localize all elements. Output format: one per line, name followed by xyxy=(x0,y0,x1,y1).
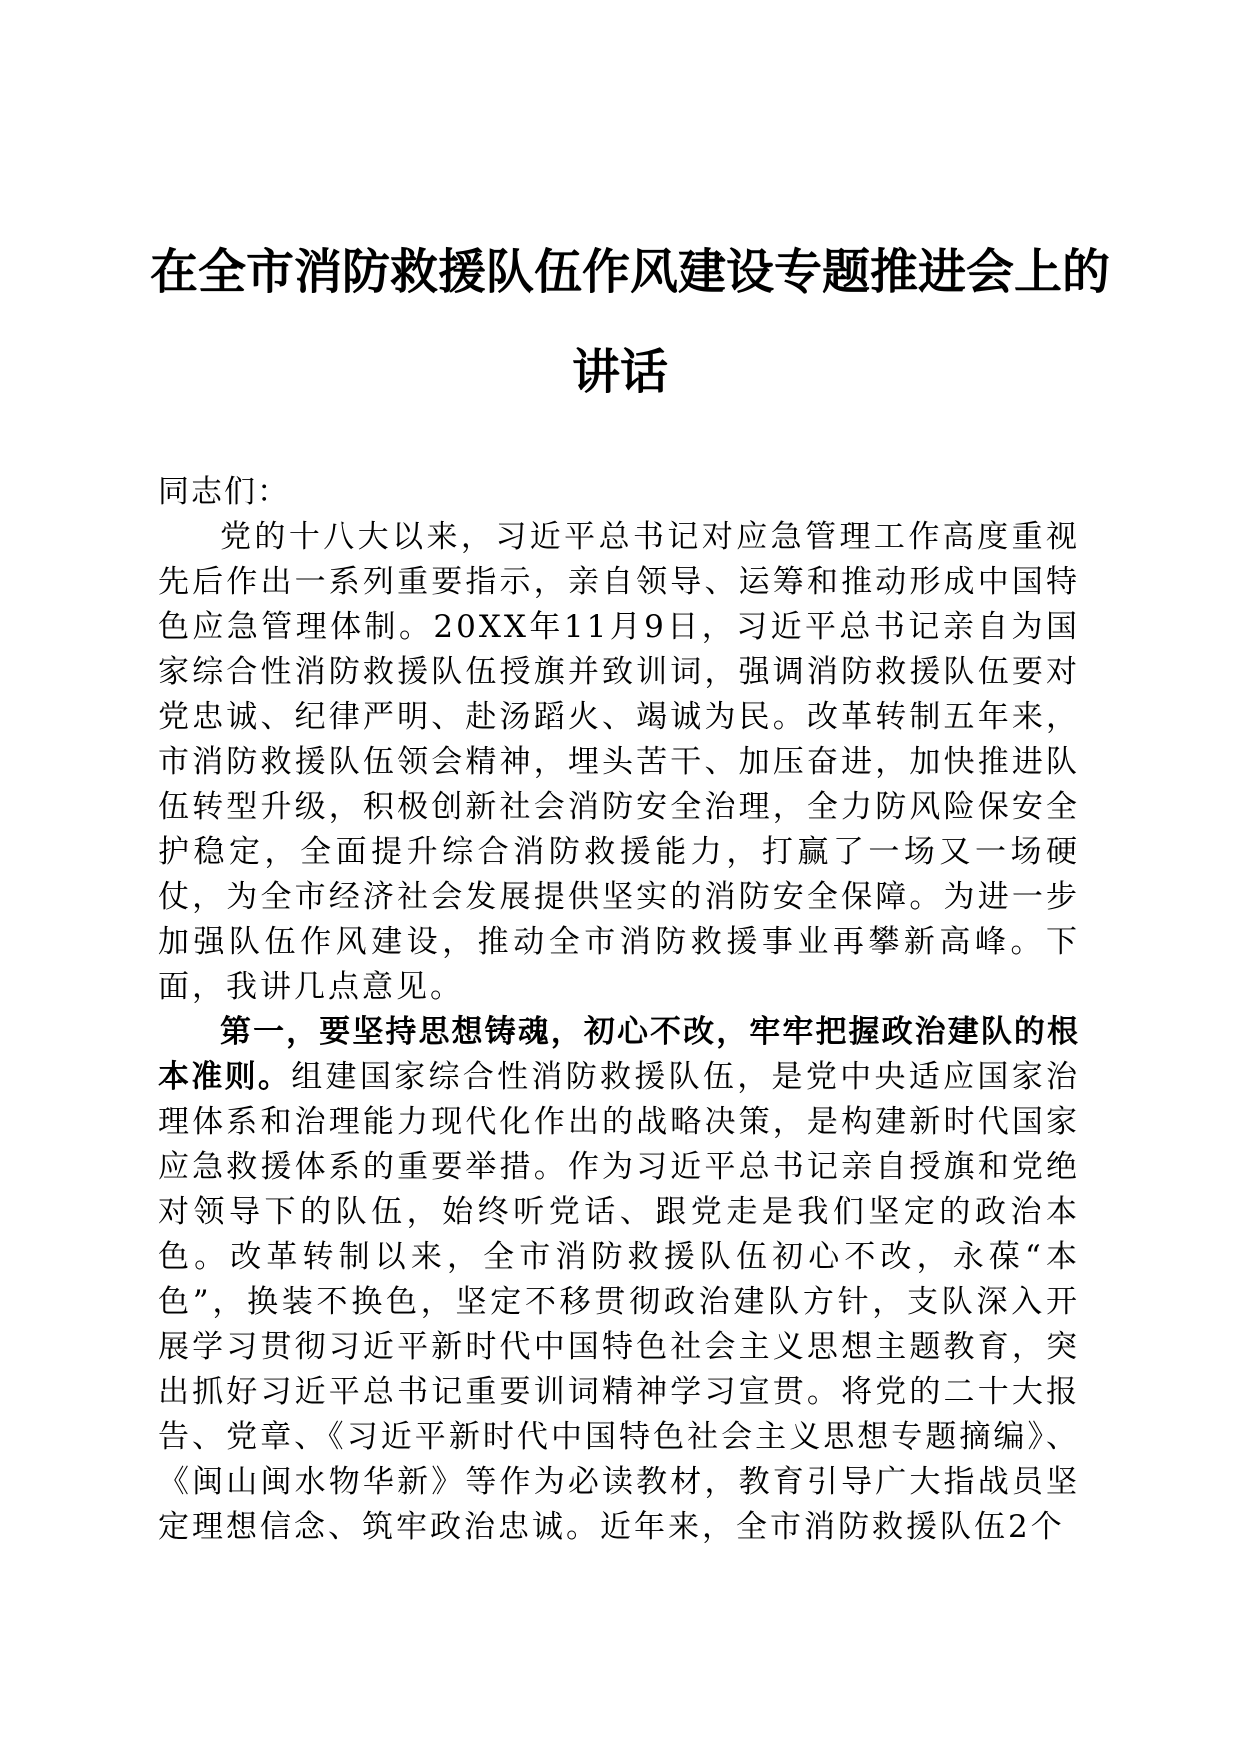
title-line-1: 在全市消防救援队伍作风建设专题推进会上的 xyxy=(150,244,1111,300)
paragraph-2 xyxy=(158,1010,1080,1550)
document-title xyxy=(150,222,1111,422)
title-line-2: 讲话 xyxy=(571,344,668,400)
paragraph-2-body: 组建国家综合性消防救援队伍，是党中央适应国家治理体系和治理能力现代化作出的战略决策，是构建新时代国家应急救援体系的重要举措。作为习近平总书记亲自授旗和党绝对领导下的队伍，始终听党话、跟党走是我们坚定的政治本色。改革转制以来，全市消防救援队伍初心不改，永葆“本色”，换装不换色，坚定不移贯彻政治建队方针，支队深入开展学习贯彻习近平新时代中国特色社会主义思想主题教育，突出抓好习近平总书记重要训词精神学习宣贯。将党的二十大报告、党章、《习近平新时代中国特色社会主义思想专题摘编》、《闽山闽水物华新》等作为必读教材，教育引导广大指战员坚定理想信念、筑牢政治忠诚。近年来，全市消防救援队伍2个 xyxy=(158,1059,1081,1545)
document-body xyxy=(158,470,1080,1550)
paragraph-1: 党的十八大以来，习近平总书记对应急管理工作高度重视先后作出一系列重要指示，亲自领导、运筹和推动形成中国特色应急管理体制。20XX年11月9日，习近平总书记亲自为国家综合性消防救援队伍授旗并致训词，强调消防救援队伍要对党忠诚、纪律严明、赴汤蹈火、竭诚为民。改革转制五年来，市消防救援队伍领会精神，埋头苦干、加压奋进，加快推进队伍转型升级，积极创新社会消防安全治理，全力防风险保安全护稳定，全面提升综合消防救援能力，打赢了一场又一场硬仗，为全市经济社会发展提供坚实的消防安全保障。为进一步加强队伍作风建设，推动全市消防救援事业再攀新高峰。下面，我讲几点意见。 xyxy=(158,519,1080,1005)
greeting: 同志们： xyxy=(158,474,290,510)
paragraph-2-lead: 第一，要坚持思想铸魂，初心不改，牢牢把握政治建队的根本准则。 xyxy=(158,1014,1080,1095)
